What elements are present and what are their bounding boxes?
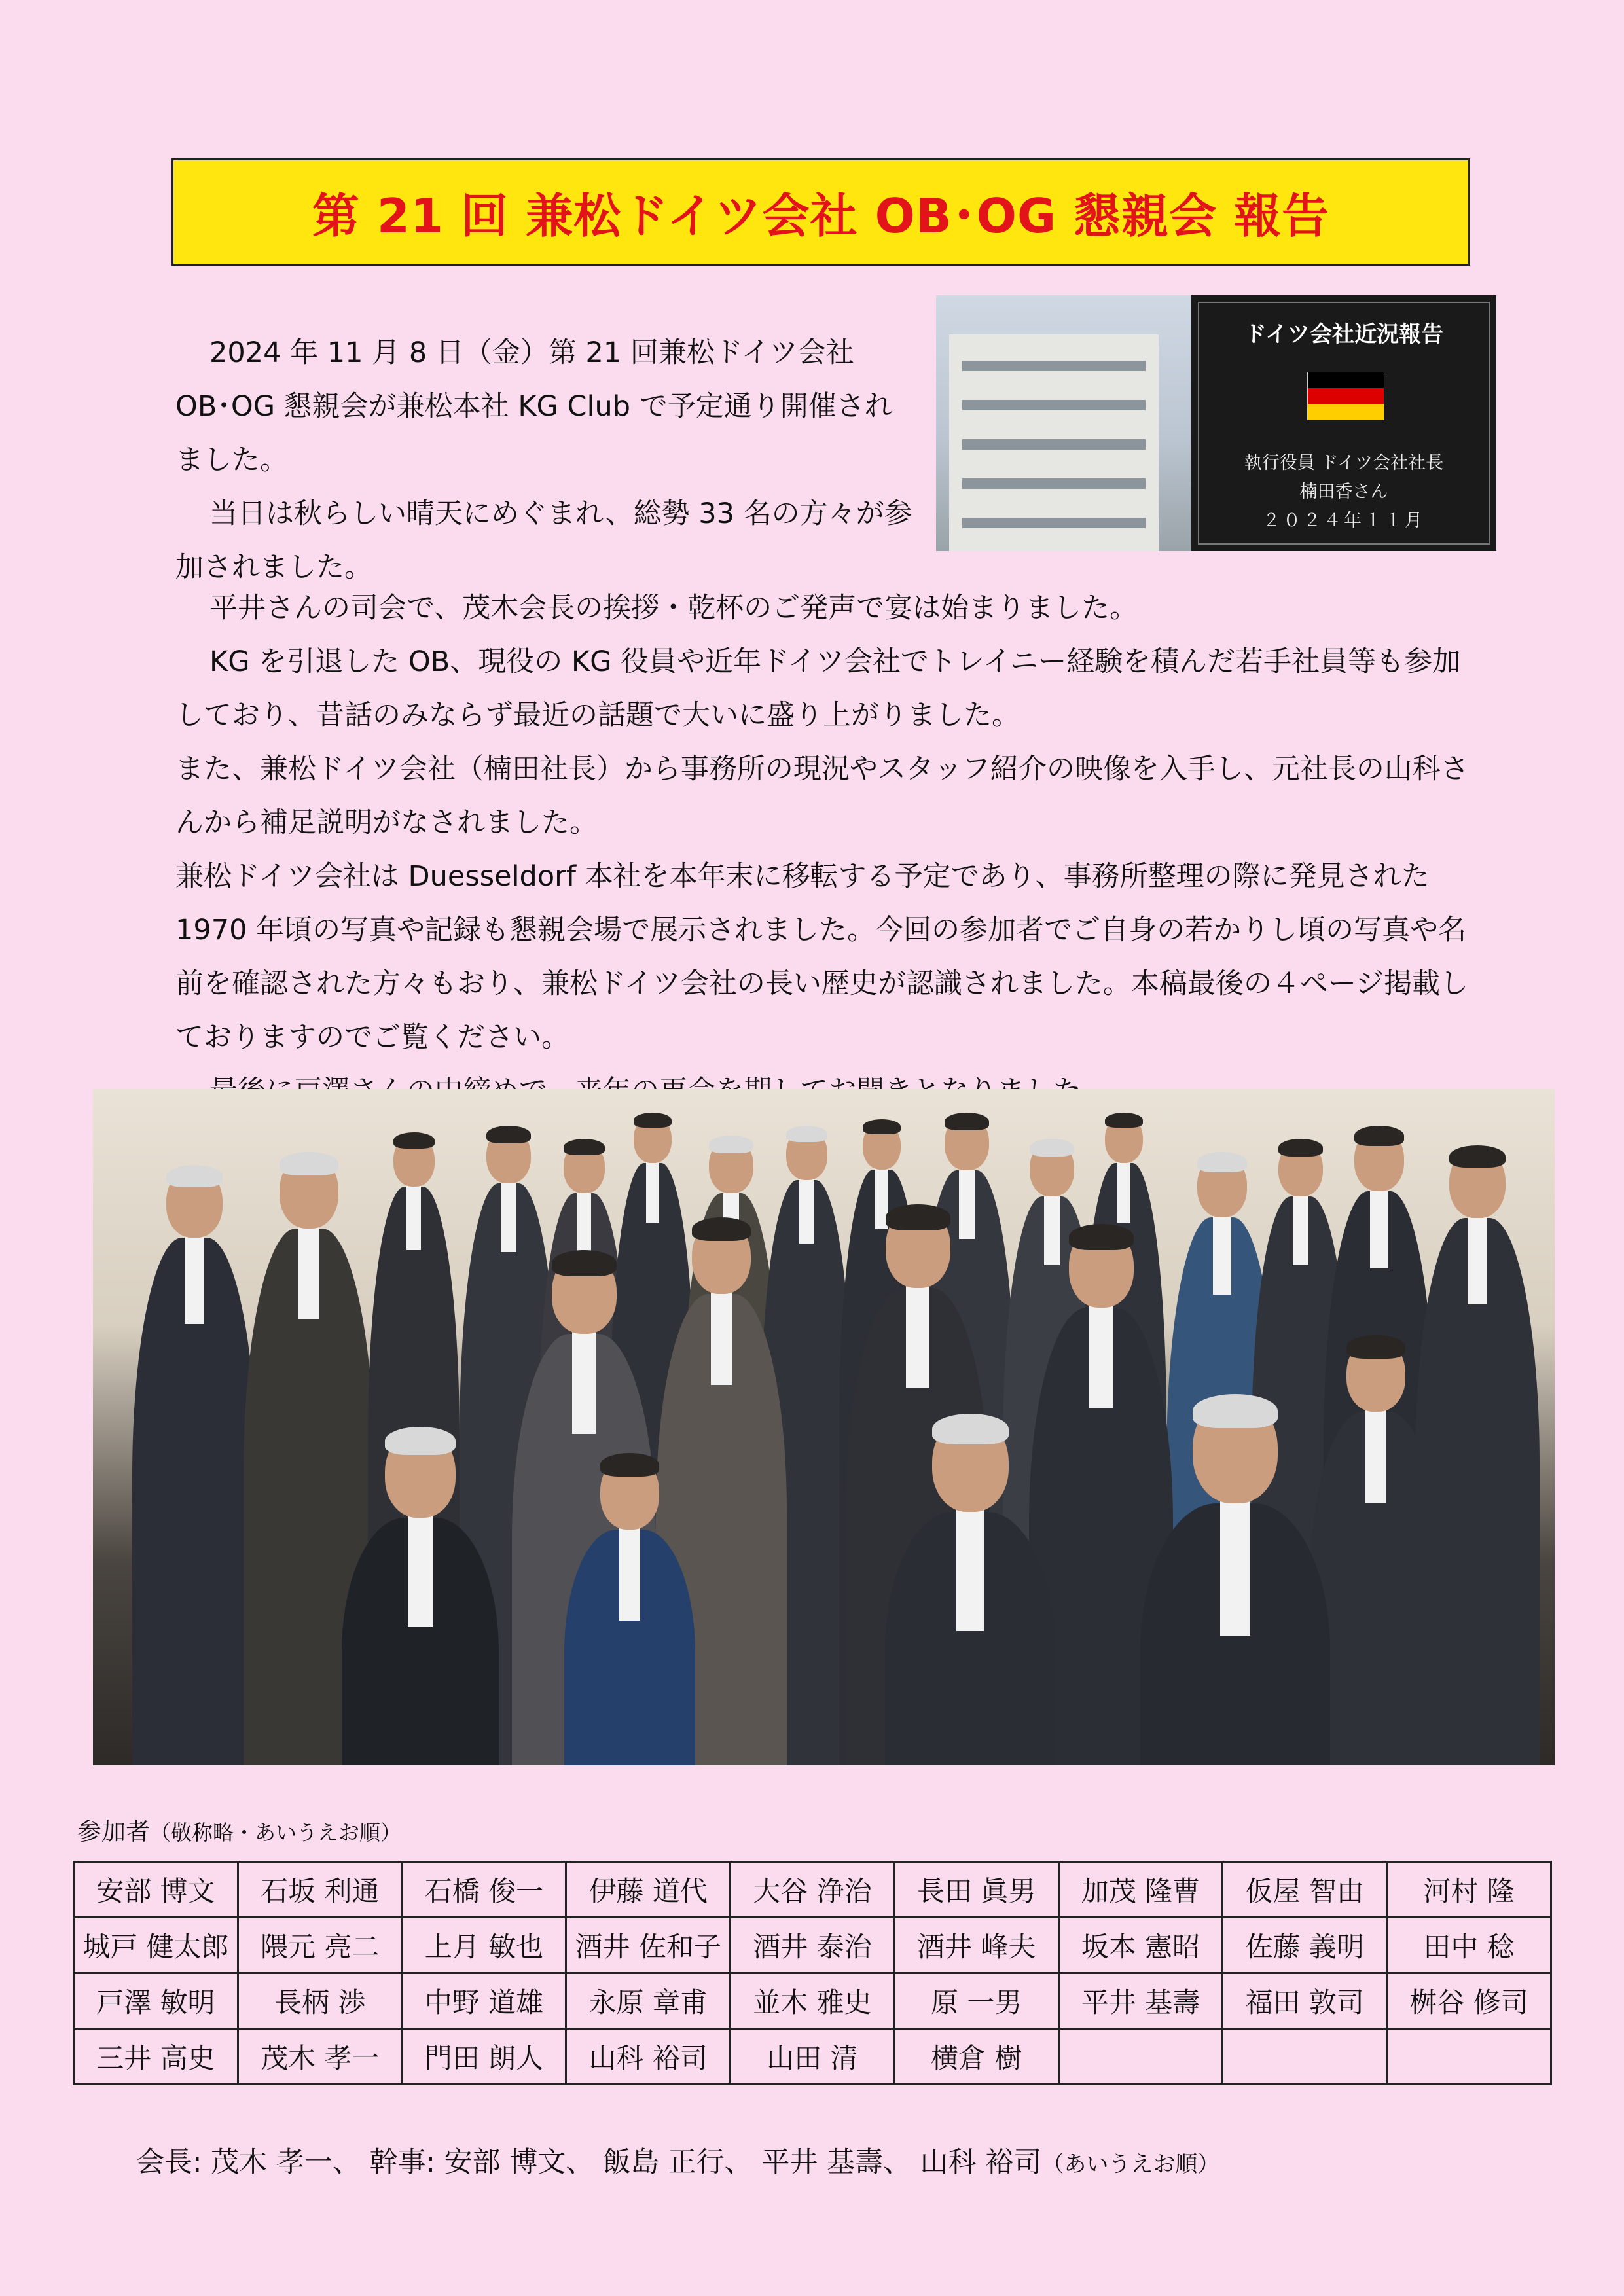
- participant-row: [74, 1918, 1551, 1973]
- intro-paragraph: 2024 年 11 月 8 日（金）第 21 回兼松ドイツ会社 OB･OG 懇親会が兼松本社 KG Club で予定通り開催されました。: [175, 336, 893, 476]
- participant-name: 長柄 渉: [238, 1973, 402, 2029]
- participant-name: 桝谷 修司: [1387, 1973, 1551, 2029]
- title-banner: [171, 158, 1470, 266]
- participant-name: 長田 眞男: [894, 1862, 1058, 1918]
- participant-name: 原 一男: [894, 1973, 1058, 2029]
- participant-name: 山田 清: [731, 2029, 895, 2085]
- participant-name: 門田 朗人: [402, 2029, 566, 2085]
- participant-name: 坂本 憲昭: [1058, 1918, 1223, 1973]
- report-panel: [1198, 302, 1490, 545]
- participant-name: 福田 敦司: [1223, 1973, 1387, 2029]
- participant-name: 山科 裕司: [566, 2029, 731, 2085]
- body-paragraph: KG を引退した OB、現役の KG 役員や近年ドイツ会社でトレイニー経験を積んだ若手社員等も参加しており、昔話のみならず最近の話題で大いに盛り上がりました。: [175, 645, 1461, 732]
- participant-name: [1387, 2029, 1551, 2085]
- report-line: 楠田香さん: [1299, 482, 1388, 502]
- participant-name: 仮屋 智由: [1223, 1862, 1387, 1918]
- report-line: ２０２４年１１月: [1263, 511, 1425, 531]
- attendee-figure: [1310, 1338, 1441, 1765]
- participant-name: 酒井 泰治: [731, 1918, 895, 1973]
- participant-name: 中野 道雄: [402, 1973, 566, 2029]
- participant-row: [74, 1862, 1551, 1918]
- participant-name: [1058, 2029, 1223, 2085]
- participants-heading: 参加者（敬称略・あいうえお順）: [77, 1818, 402, 1846]
- participant-name: 上月 敏也: [402, 1918, 566, 1973]
- participant-name: 並木 雅史: [731, 1973, 895, 2029]
- participant-name: [1223, 2029, 1387, 2085]
- attendee-figure: [132, 1168, 257, 1765]
- group-photo: [93, 1089, 1555, 1765]
- body-paragraph: 平井さんの司会で、茂木会長の挨拶・乾杯のご発声で宴は始まりました。: [209, 592, 1138, 624]
- body-paragraph: 兼松ドイツ会社は Duesseldorf 本社を本年末に移転する予定であり、事務所整理の際に発見された 1970 年頃の写真や記録も懇親会場で展示されました。今回の参加者でご自身の若かりし頃の写真や名前を確認された方々もおり、兼松ドイツ会社の長い歴史が認識されました。本稿最後の４ページ掲載しておりますのでご覧ください。: [175, 860, 1468, 1054]
- participant-name: 田中 稔: [1387, 1918, 1551, 1973]
- german-flag-icon: [1307, 372, 1384, 420]
- participant-name: 佐藤 義明: [1223, 1918, 1387, 1973]
- participant-name: 石坂 利通: [238, 1862, 402, 1918]
- participant-name: 石橋 俊一: [402, 1862, 566, 1918]
- participant-name: 河村 隆: [1387, 1862, 1551, 1918]
- participant-name: 酒井 佐和子: [566, 1918, 731, 1973]
- attendee-figure: [1140, 1397, 1330, 1765]
- germany-report-image: [936, 295, 1496, 551]
- participant-name: 大谷 浄治: [731, 1862, 895, 1918]
- intro-paragraph: 当日は秋らしい晴天にめぐまれ、総勢 33 名の方々が参加されました。: [175, 497, 912, 584]
- participant-name: 平井 基壽: [1058, 1973, 1223, 2029]
- participant-name: 安部 博文: [74, 1862, 238, 1918]
- participant-row: [74, 1973, 1551, 2029]
- attendee-figure: [885, 1416, 1055, 1765]
- participant-name: 三井 高史: [74, 2029, 238, 2085]
- report-line: 執行役員 ドイツ会社社長: [1244, 453, 1444, 473]
- participant-name: 酒井 峰夫: [894, 1918, 1058, 1973]
- attendee-figure: [564, 1456, 695, 1765]
- participant-name: 永原 章甫: [566, 1973, 731, 2029]
- body-paragraph: また、兼松ドイツ会社（楠田社長）から事務所の現況やスタッフ紹介の映像を入手し、元社長の山科さんから補足説明がなされました。: [175, 753, 1469, 839]
- body-section: [175, 581, 1475, 1118]
- participant-name: 隈元 亮二: [238, 1918, 402, 1973]
- participant-name: 加茂 隆曹: [1058, 1862, 1223, 1918]
- report-title: ドイツ会社近況報告: [1244, 321, 1444, 348]
- attendee-figure: [342, 1429, 499, 1765]
- participant-name: 戸澤 敏明: [74, 1973, 238, 2029]
- participant-name: 城戸 健太郎: [74, 1918, 238, 1973]
- participant-row: [74, 2029, 1551, 2085]
- participant-name: 伊藤 道代: [566, 1862, 731, 1918]
- building-photo: [936, 295, 1191, 551]
- page-title: 第 21 回 兼松ドイツ会社 OB･OG 懇親会 報告: [312, 188, 1330, 243]
- participants-table: [73, 1861, 1552, 2085]
- footer-officers: 会長: 茂木 孝一、 幹事: 安部 博文、 飯島 正行、 平井 基壽、 山科 裕司（あいうえお順）: [136, 2146, 1220, 2179]
- participant-name: 横倉 樹: [894, 2029, 1058, 2085]
- participant-name: 茂木 孝一: [238, 2029, 402, 2085]
- intro-section: [175, 326, 918, 594]
